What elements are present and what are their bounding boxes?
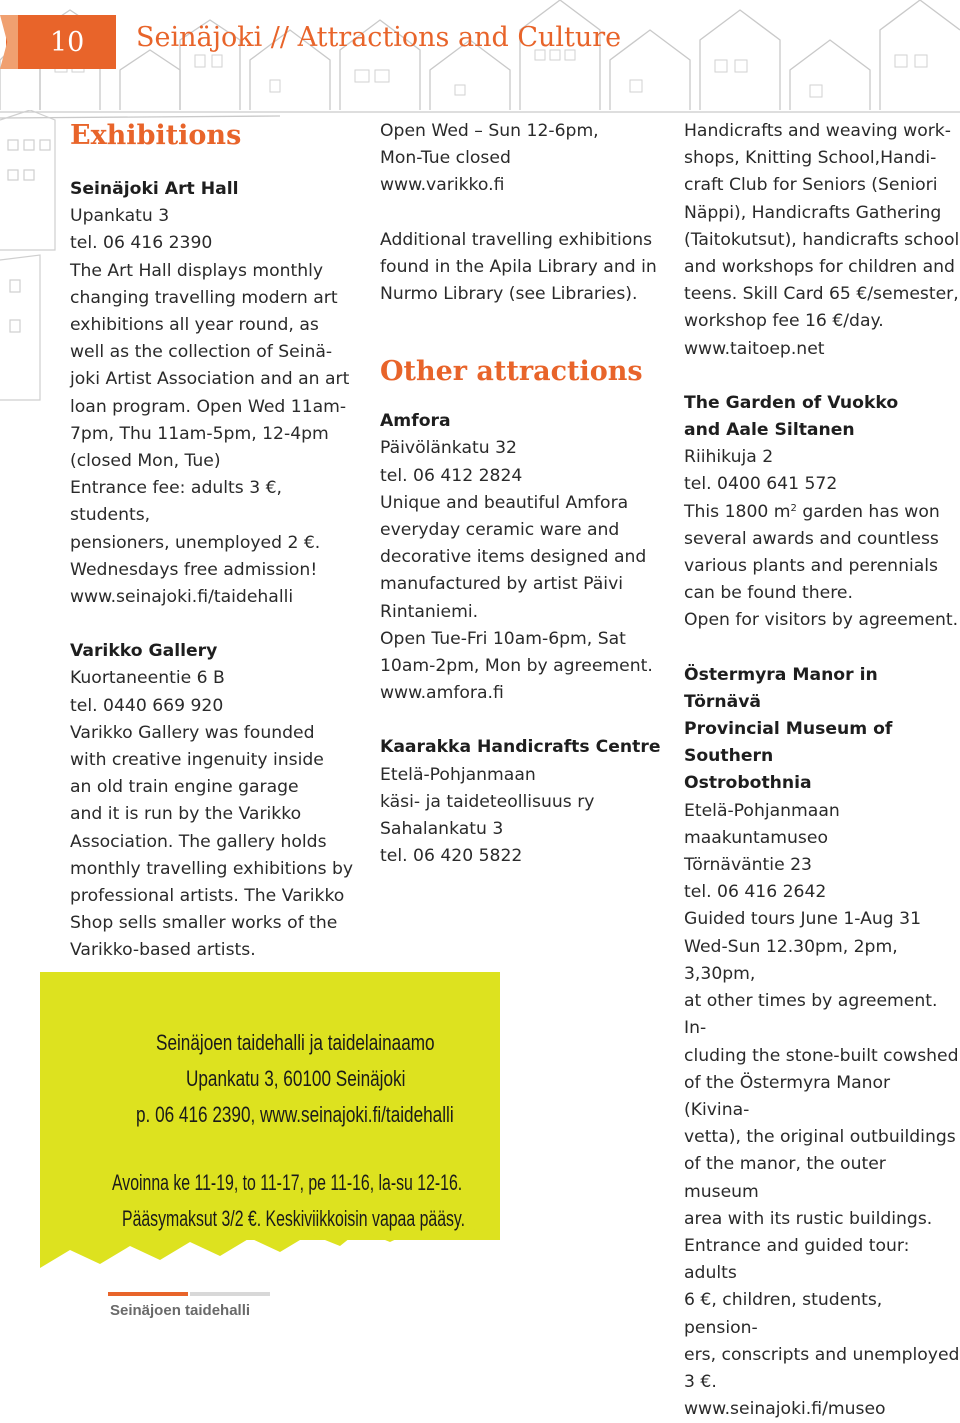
- text-line: Additional travelling exhibitions: [380, 229, 653, 250]
- text-line: The Art Hall displays monthly: [70, 260, 324, 281]
- page-number-tab: [6, 15, 116, 69]
- ad-line-hours: Avoinna ke 11-19, to 11-17, pe 11-16, la-su 12-16.: [112, 1170, 463, 1195]
- art-hall-advertisement: [40, 972, 500, 1383]
- text-line: Nurmo Library (see Libraries).: [380, 284, 638, 305]
- text-line: Open Tue-Fri 10am-6pm, Sat: [380, 628, 626, 649]
- logo-accent-bar: [108, 1292, 188, 1296]
- text-line: joki Artist Association and an art: [70, 369, 350, 390]
- town-sketch-illustration: [0, 0, 960, 130]
- entry-title-varikko-gallery: Varikko Gallery: [70, 641, 218, 662]
- text-line: several awards and countless: [684, 528, 939, 549]
- text-line: ers, conscripts and unemployed: [684, 1344, 960, 1365]
- text-line: shops, Knitting School,Handi-: [684, 148, 937, 169]
- text-line: changing travelling modern art: [70, 287, 338, 308]
- text-line: Etelä-Pohjanmaan: [684, 800, 840, 821]
- page-title: Seinäjoki // Attractions and Culture: [136, 22, 622, 53]
- text-line: area with its rustic buildings.: [684, 1208, 933, 1229]
- entry-title-art-hall: Seinäjoki Art Hall: [70, 179, 239, 199]
- text-line: and it is run by the Varikko: [70, 804, 302, 825]
- text-line: with creative ingenuity inside: [70, 750, 324, 771]
- text-line: Open Wed – Sun 12-6pm,: [380, 121, 599, 141]
- text-line: well as the collection of Seinä-: [70, 342, 333, 363]
- text-line: Entrance fee: adults 3 €, students,: [70, 478, 282, 526]
- text-line: can be found there.: [684, 583, 853, 604]
- page-number: 10: [50, 26, 85, 58]
- entry-title-ostermyra-line3: Ostrobothnia: [684, 773, 812, 794]
- text-line: Mon-Tue closed: [380, 148, 511, 169]
- text-line: tel. 06 420 5822: [380, 846, 523, 867]
- text-line: teens. Skill Card 65 €/semester,: [684, 284, 959, 305]
- text-line: 10am-2pm, Mon by agreement.: [380, 656, 653, 677]
- text-line: Riihikuja 2: [684, 447, 774, 468]
- text-line: tel. 06 416 2390: [70, 233, 213, 254]
- text-line: Unique and beautiful Amfora: [380, 492, 629, 513]
- text-line: pensioners, unemployed 2 €.: [70, 532, 321, 553]
- section-heading-exhibitions: Exhibitions: [70, 120, 242, 151]
- website-link[interactable]: www.seinajoki.fi/museo: [684, 1399, 886, 1420]
- text-line: (closed Mon, Tue): [70, 451, 221, 472]
- text-line: Sahalankatu 3: [380, 819, 504, 840]
- additional-exhibitions: [380, 227, 670, 309]
- garden-details: [684, 444, 960, 634]
- entry-title-kaarakka: Kaarakka Handicrafts Centre: [380, 737, 661, 758]
- text-line: manufactured by artist Päivi: [380, 574, 624, 595]
- entry-title-amfora: Amfora: [380, 411, 451, 432]
- text-line: Kuortaneentie 6 B: [70, 668, 225, 689]
- text-line: found in the Apila Library and in: [380, 256, 657, 277]
- text-line: of the manor, the outer museum: [684, 1154, 886, 1202]
- text-line: monthly travelling exhibitions by: [70, 858, 354, 879]
- text-line: Etelä-Pohjanmaan: [380, 764, 536, 785]
- varikko-details: [70, 665, 360, 964]
- text-line: cluding the stone-built cowshed: [684, 1045, 959, 1066]
- varikko-continued: [380, 118, 670, 200]
- text-line: tel. 0440 669 920: [70, 695, 224, 716]
- text-line: 6 €, children, students, pension-: [684, 1290, 883, 1338]
- amfora-details: [380, 435, 670, 707]
- text-line: Association. The gallery holds: [70, 831, 327, 852]
- column-right: [684, 118, 960, 1423]
- text-fragment: garden has won: [796, 501, 940, 522]
- ad-line-fees: Pääsymaksut 3/2 €. Keskiviikkoisin vapaa pääsy.: [122, 1206, 466, 1231]
- entry-title-garden-line2: and Aale Siltanen: [684, 420, 855, 441]
- kaarakka-details: [380, 762, 670, 871]
- text-line: 3 €.: [684, 1371, 717, 1392]
- text-line: Näppi), Handicrafts Gathering: [684, 202, 942, 223]
- text-line: decorative items designed and: [380, 547, 647, 568]
- text-line: exhibitions all year round, as: [70, 315, 319, 336]
- text-line: maakuntamuseo: [684, 827, 828, 848]
- text-line: [684, 499, 960, 526]
- entry-title-ostermyra: Östermyra Manor in Törnävä: [684, 664, 878, 712]
- text-line: Upankatu 3: [70, 206, 170, 227]
- text-line: and workshops for children and: [684, 257, 955, 278]
- text-line: Wed-Sun 12.30pm, 2pm, 3,30pm,: [684, 936, 898, 984]
- logo-accent-bar-grey: [190, 1292, 270, 1296]
- text-line: an old train engine garage: [70, 777, 299, 798]
- text-line: craft Club for Seniors (Seniori: [684, 175, 938, 196]
- website-link[interactable]: www.taitoep.net: [684, 338, 825, 359]
- text-line: Handicrafts and weaving work-: [684, 121, 951, 141]
- text-line: of the Östermyra Manor (Kivina-: [684, 1072, 891, 1120]
- text-line: tel. 0400 641 572: [684, 474, 838, 495]
- text-line: Guided tours June 1-Aug 31: [684, 909, 922, 930]
- text-line: Varikko-based artists.: [70, 940, 256, 961]
- ad-line-contact: p. 06 416 2390, www.seinajoki.fi/taidehalli: [136, 1102, 454, 1127]
- text-line: professional artists. The Varikko: [70, 886, 345, 907]
- text-fragment: This 1800 m: [684, 501, 791, 522]
- ad-line-title: Seinäjoen taidehalli ja taidelainaamo: [156, 1030, 435, 1055]
- text-line: everyday ceramic ware and: [380, 520, 620, 541]
- text-line: Rintaniemi.: [380, 601, 479, 622]
- text-line: Open for visitors by agreement.: [684, 610, 959, 631]
- superscript: 2: [790, 502, 797, 514]
- text-line: Shop sells smaller works of the: [70, 913, 338, 934]
- art-hall-details: [70, 203, 360, 611]
- text-line: Wednesdays free admission!: [70, 559, 318, 580]
- art-hall-logo: Seinäjoen taidehalli: [110, 1302, 251, 1319]
- entry-title-ostermyra-line2: Provincial Museum of Southern: [684, 719, 893, 767]
- website-link[interactable]: www.amfora.fi: [380, 683, 504, 704]
- text-line: workshop fee 16 €/day.: [684, 311, 884, 332]
- text-line: vetta), the original outbuildings: [684, 1127, 956, 1148]
- text-line: 7pm, Thu 11am-5pm, 12-4pm: [70, 423, 329, 444]
- website-link[interactable]: www.varikko.fi: [380, 175, 505, 196]
- text-line: loan program. Open Wed 11am-: [70, 396, 347, 417]
- text-line: tel. 06 412 2824: [380, 465, 523, 486]
- column-middle: [380, 118, 670, 870]
- column-exhibitions: [70, 118, 360, 965]
- text-line: Varikko Gallery was founded: [70, 722, 315, 743]
- ad-line-address: Upankatu 3, 60100 Seinäjoki: [186, 1066, 406, 1091]
- text-line: Törnäväntie 23: [684, 855, 812, 876]
- entry-title-garden: The Garden of Vuokko: [684, 392, 899, 413]
- website-link[interactable]: www.seinajoki.fi/taidehalli: [70, 587, 294, 608]
- text-line: various plants and perennials: [684, 556, 939, 577]
- text-line: Entrance and guided tour: adults: [684, 1235, 910, 1284]
- text-line: käsi- ja taideteollisuus ry: [380, 791, 595, 812]
- text-line: at other times by agreement. In-: [684, 991, 938, 1039]
- section-heading-other-attractions: Other attractions: [380, 356, 643, 388]
- ostermyra-details: [684, 798, 960, 1423]
- text-line: (Taitokutsut), handicrafts school: [684, 229, 960, 250]
- left-edge-sketch: [0, 110, 60, 410]
- text-line: tel. 06 416 2642: [684, 882, 827, 903]
- kaarakka-continued: [684, 118, 960, 363]
- text-line: Päivölänkatu 32: [380, 438, 517, 459]
